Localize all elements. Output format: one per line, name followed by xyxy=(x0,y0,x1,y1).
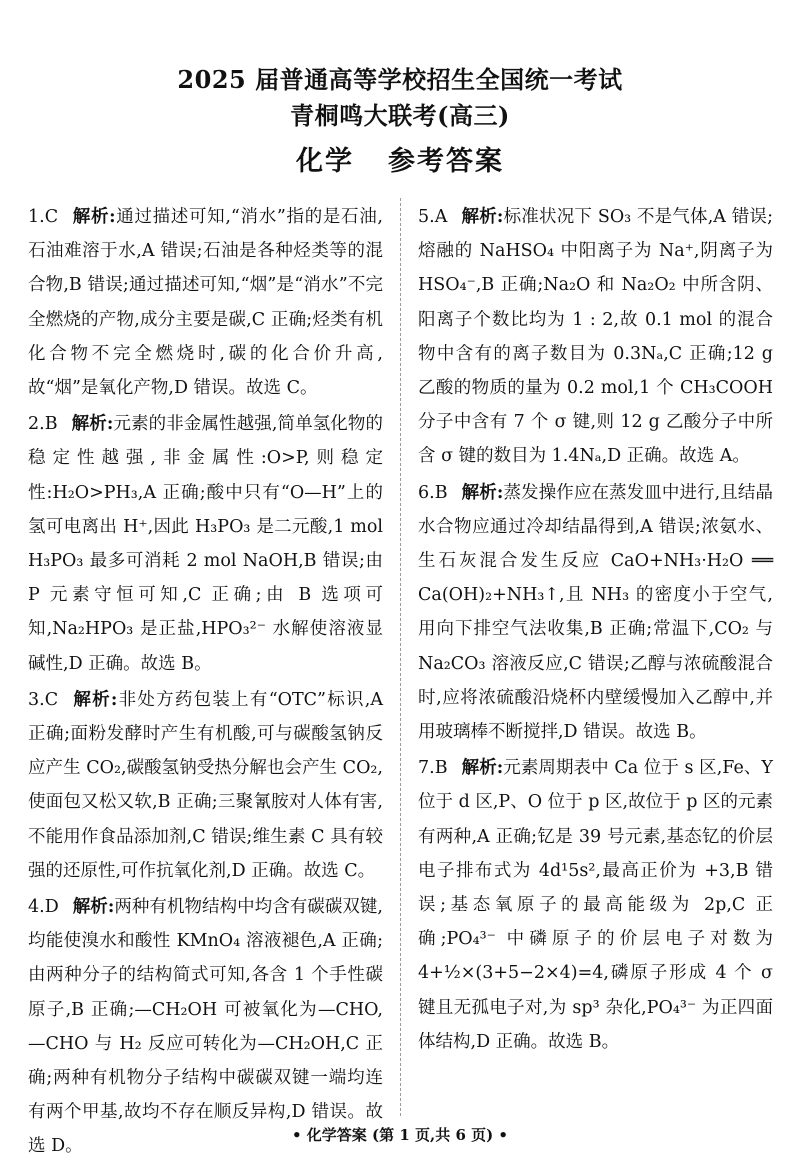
answer-choice: B xyxy=(44,414,58,435)
column-divider xyxy=(400,198,401,1116)
analysis-label: 解析: xyxy=(72,689,118,710)
analysis-label: 解析: xyxy=(461,207,504,227)
analysis-label: 解析: xyxy=(72,207,116,227)
subject-name: 化学 xyxy=(296,146,354,177)
doc-type: 参考答案 xyxy=(388,146,504,177)
document-header xyxy=(0,62,800,182)
analysis-label: 解析: xyxy=(72,897,115,918)
exam-subtitle: 青桐鸣大联考(高三) xyxy=(290,101,510,130)
page-footer: • 化学答案 (第 1 页,共 6 页) • xyxy=(291,1126,509,1144)
answer-item-7 xyxy=(418,751,773,1059)
analysis-text: 非处方药包装上有“OTC”标识,A 正确;面粉发酵时产生有机酸,可与碳酸氢钠反应产生 CO₂,碳酸氢钠受热分解也会产生 CO₂,使面包又松又软,B 正确;三聚氰胺对人体有害,不能用作食品添加剂,C 错误;维生素 C 具有较强的还原性,可作抗氧化剂,D 正确。故选 C。 xyxy=(28,689,383,881)
question-number: 2. xyxy=(28,414,45,435)
analysis-text: 通过描述可知,“消水”指的是石油,石油难溶于水,A 错误;石油是各种烃类等的混合物,B 错误;通过描述可知,“烟”是“消水”不完全燃烧的产物,成分主要是碳,C 正确;烃类有机化合物不完全燃烧时,碳的化合价升高,故“烟”是氧化产物,D 错误。故选 C。 xyxy=(28,207,383,399)
answer-choice: C xyxy=(44,689,59,710)
analysis-text: 标准状况下 SO₃ 不是气体,A 错误;熔融的 NaHSO₄ 中阳离子为 Na⁺,阴离子为 HSO₄⁻,B 正确;Na₂O 和 Na₂O₂ 中所含阴、阳离子个数比均为 1 : 2,故 0.1 mol 的混合物中含有的离子数目为 0.3Nₐ,C 正确;12 g 乙酸的物质的量为 0.2 mol,1 个 CH₃COOH 分子中含有 7 个 σ 键,则 12 g 乙酸分子中所含 σ 键的数目为 1.4Nₐ,D 正确。故选 A。 xyxy=(418,207,773,467)
question-number: 1. xyxy=(28,207,45,227)
answer-item-6 xyxy=(418,476,773,750)
question-number: 7. xyxy=(418,758,435,779)
analysis-text: 蒸发操作应在蒸发皿中进行,且结晶水合物应通过冷却结晶得到,A 错误;浓氨水、生石灰混合发生反应 CaO+NH₃·H₂O ══ Ca(OH)₂+NH₃↑,且 NH₃ 的密度小于空气,用向下排空气法收集,B 正确;常温下,CO₂ 与 Na₂CO₃ 溶液反应,C 错误;乙醇与浓硫酸混合时,应将浓硫酸沿烧杯内壁缓慢加入乙醇中,并用玻璃棒不断搅拌,D 错误。故选 B。 xyxy=(418,482,773,743)
right-column xyxy=(418,200,773,1061)
analysis-label: 解析: xyxy=(71,414,114,435)
answer-choice: D xyxy=(44,897,59,918)
answer-item-4 xyxy=(28,890,383,1164)
answer-choice: B xyxy=(434,758,448,779)
exam-title: 2025 届普通高等学校招生全国统一考试 xyxy=(177,65,623,94)
analysis-label: 解析: xyxy=(461,482,504,503)
question-number: 4. xyxy=(28,897,45,918)
answer-item-2 xyxy=(28,407,383,681)
analysis-text: 两种有机物结构中均含有碳碳双键,均能使溴水和酸性 KMnO₄ 溶液褪色,A 正确;由两种分子的结构简式可知,各含 1 个手性碳原子,B 正确;—CH₂OH 可被氧化为—CHO,—CHO 与 H₂ 反应可转化为—CH₂OH,C 正确;两种有机物分子结构中碳碳双键一端均连有两个甲基,故均不存在顺反异构,D 错误。故选 D。 xyxy=(28,897,383,1157)
analysis-text: 元素周期表中 Ca 位于 s 区,Fe、Y 位于 d 区,P、O 位于 p 区,故位于 p 区的元素有两种,A 正确;钇是 39 号元素,基态钇的价层电子排布式为 4d¹5s²,最高正价为 +3,B 错误;基态氧原子的最高能级为 2p,C 正确;PO₄³⁻ 中磷原子的价层电子对数为 4+½×(3+5−2×4)=4,磷原子形成 4 个 σ 键且无孤电子对,为 sp³ 杂化,PO₄³⁻ 为正四面体结构,D 正确。故选 B。 xyxy=(418,758,773,1052)
analysis-label: 解析: xyxy=(461,758,504,779)
analysis-text: 元素的非金属性越强,简单氢化物的稳定性越强,非金属性:O>P,则稳定性:H₂O>PH₃,A 正确;酸中只有“O—H”上的氢可电离出 H⁺,因此 H₃PO₃ 是二元酸,1 mol H₃PO₃ 最多可消耗 2 mol NaOH,B 错误;由 P 元素守恒可知,C 正确;由 B 选项可知,Na₂HPO₃ 是正盐,HPO₃²⁻ 水解使溶液显碱性,D 正确。故选 B。 xyxy=(28,414,383,674)
question-number: 3. xyxy=(28,689,45,710)
left-column xyxy=(28,200,383,1166)
answer-choice: A xyxy=(434,207,448,227)
answer-item-1 xyxy=(28,200,383,405)
subject-heading xyxy=(0,142,800,182)
answer-choice: C xyxy=(44,207,59,227)
answer-item-3 xyxy=(28,683,383,888)
answer-choice: B xyxy=(434,482,448,503)
question-number: 6. xyxy=(418,482,435,503)
answer-item-5 xyxy=(418,200,773,474)
question-number: 5. xyxy=(418,207,435,227)
